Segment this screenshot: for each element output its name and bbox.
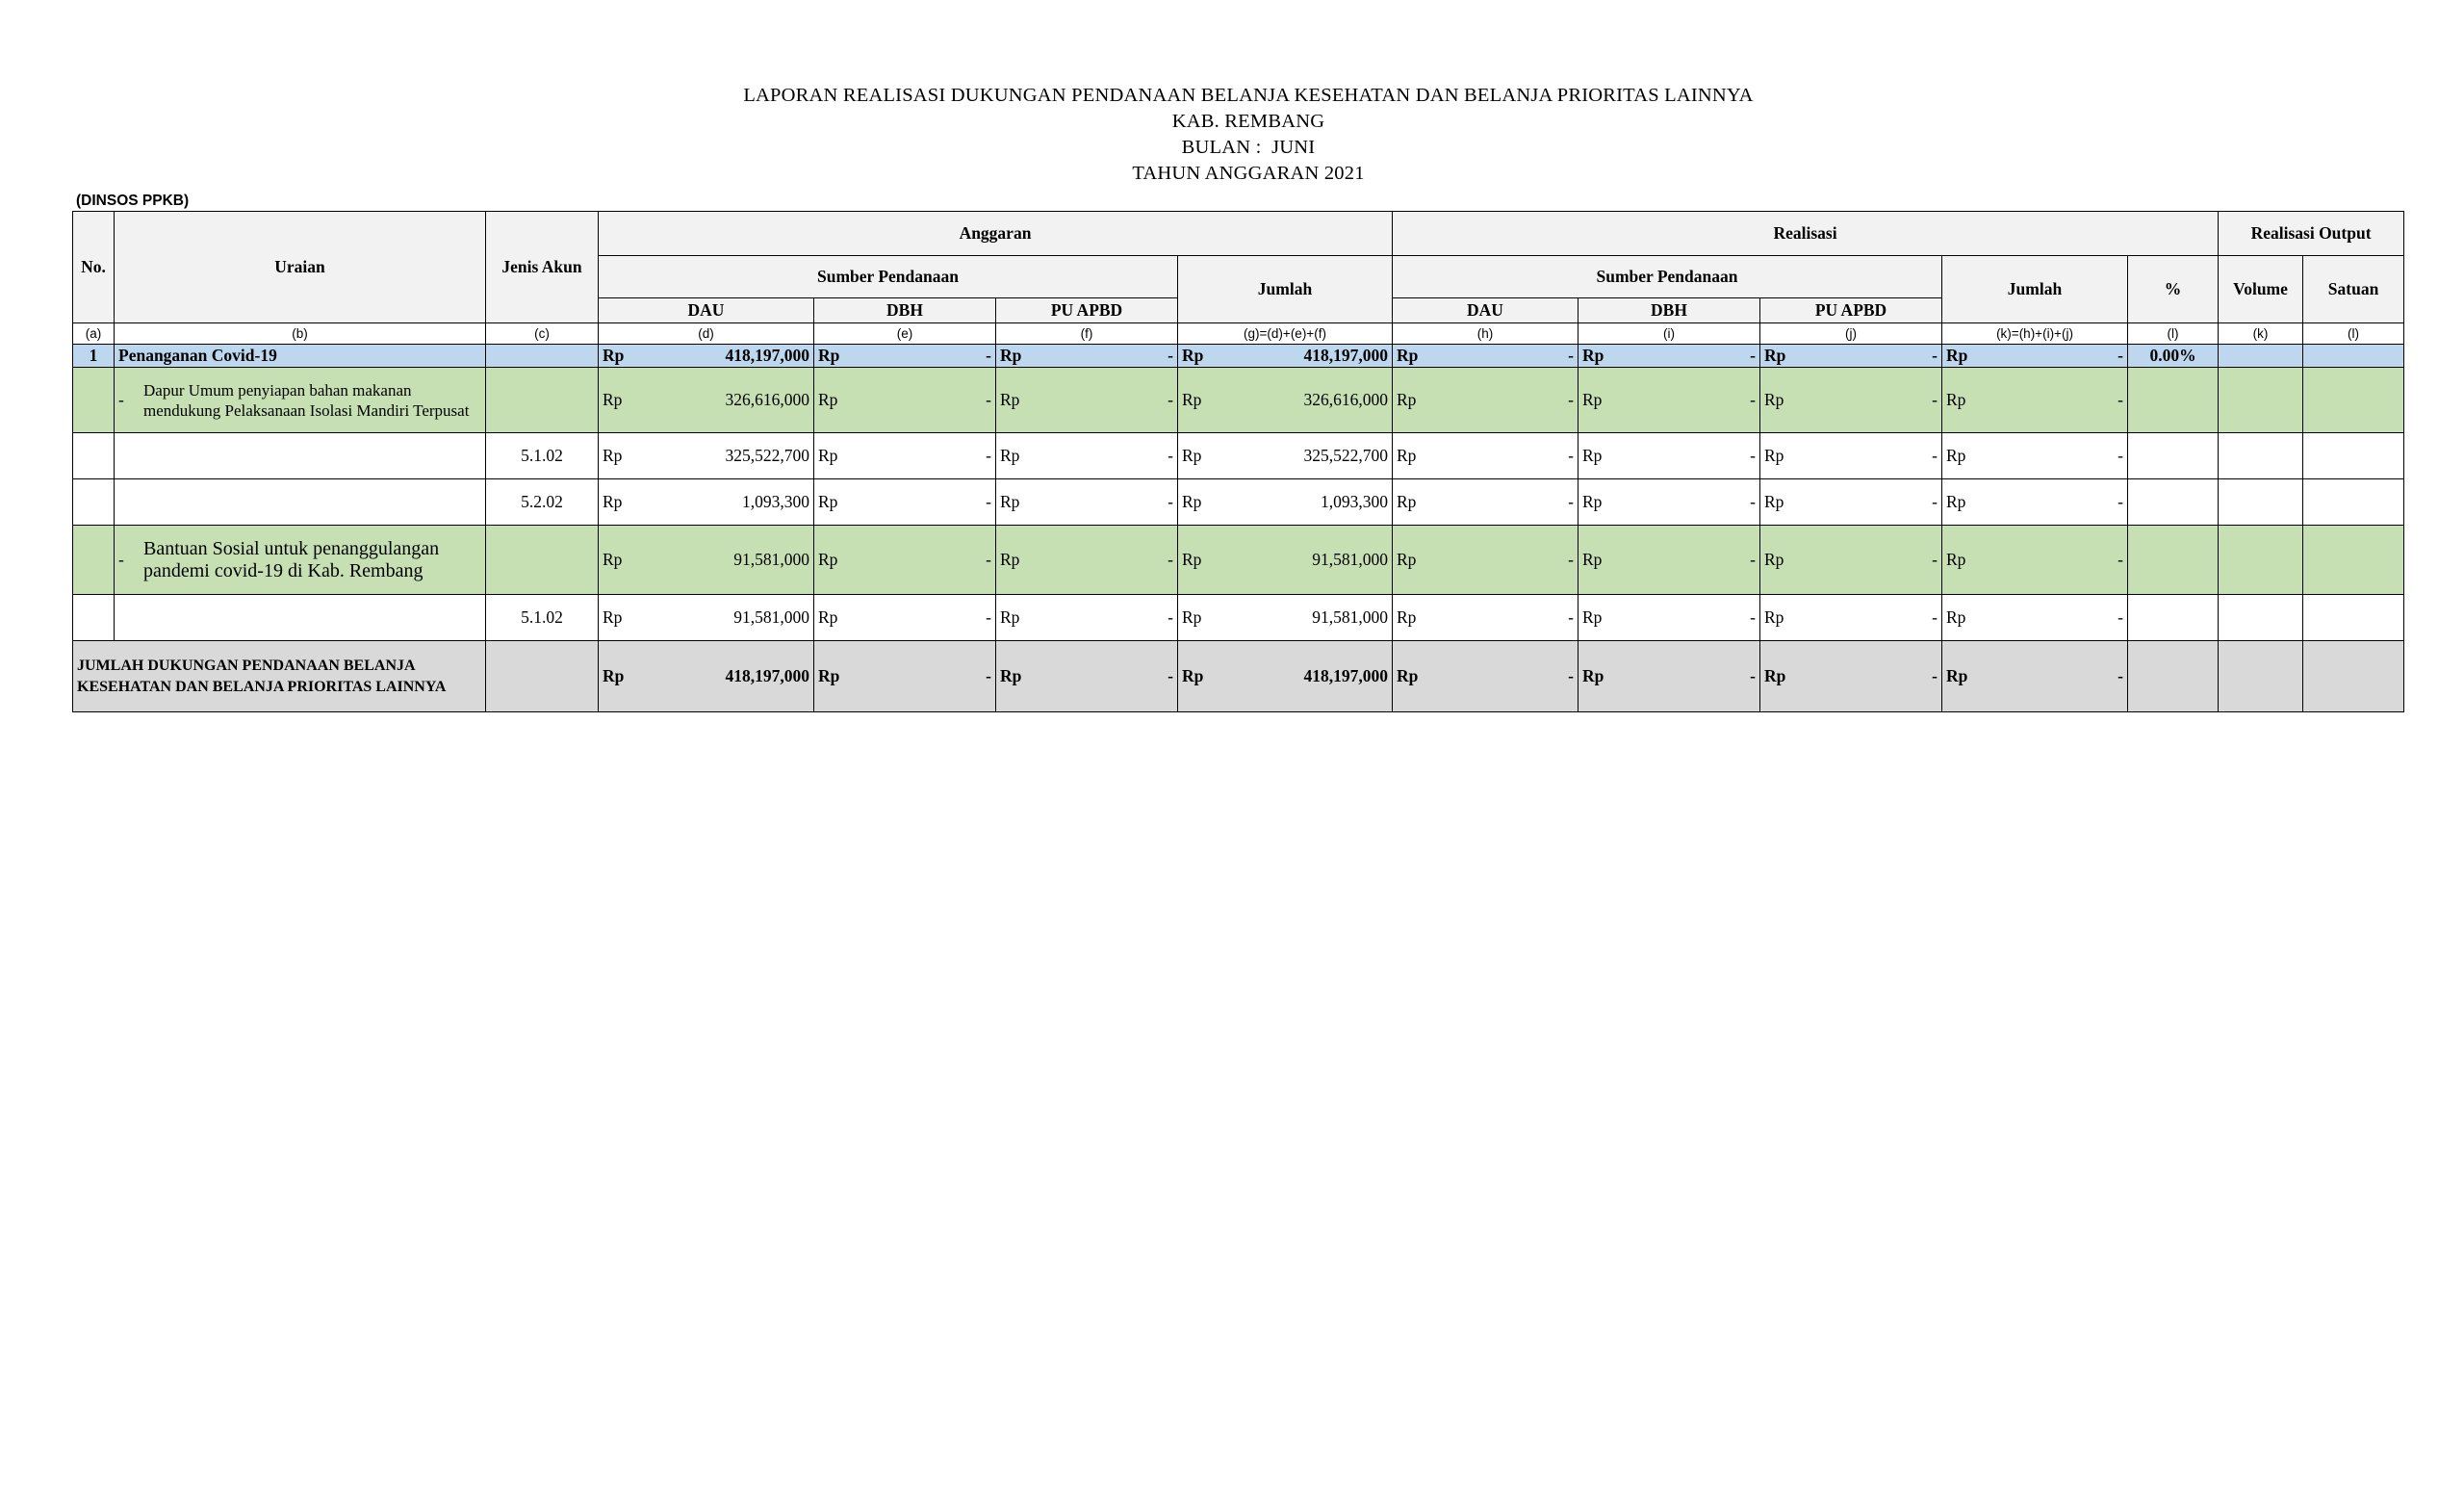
cell-realisasi-dbh: Rp - (1578, 641, 1760, 712)
letter-cell: (k) (2219, 323, 2303, 345)
cell-anggaran-dau: Rp 418,197,000 (599, 345, 814, 368)
header-uraian: Uraian (115, 212, 486, 323)
cell-realisasi-dau: Rp - (1393, 595, 1578, 641)
header-realisasi-pu-apbd: PU APBD (1760, 298, 1942, 323)
table-row (73, 479, 2404, 526)
row-jenis-akun (486, 368, 599, 433)
row-jenis-akun: 5.2.02 (486, 479, 599, 526)
cell-anggaran-jumlah: Rp 418,197,000 (1178, 641, 1393, 712)
cell-realisasi-dbh: Rp - (1578, 433, 1760, 479)
cell-realisasi-pu-apbd: Rp - (1760, 479, 1942, 526)
cell-realisasi-dbh: Rp - (1578, 368, 1760, 433)
letter-cell: (j) (1760, 323, 1942, 345)
header-volume: Volume (2219, 256, 2303, 323)
cell-anggaran-dbh: Rp - (814, 526, 996, 595)
row-jenis-akun: 5.1.02 (486, 595, 599, 641)
letter-cell: (e) (814, 323, 996, 345)
cell-persen (2128, 433, 2219, 479)
header-no: No. (73, 212, 115, 323)
table-row (73, 345, 2404, 368)
cell-anggaran-dbh: Rp - (814, 345, 996, 368)
header-realisasi-jumlah: Jumlah (1942, 256, 2128, 323)
cell-persen (2128, 368, 2219, 433)
cell-satuan (2303, 595, 2404, 641)
report-table (72, 211, 2404, 712)
cell-anggaran-dbh: Rp - (814, 479, 996, 526)
cell-anggaran-jumlah: Rp 325,522,700 (1178, 433, 1393, 479)
header-realisasi: Realisasi (1393, 212, 2219, 256)
cell-anggaran-dbh: Rp - (814, 641, 996, 712)
cell-volume (2219, 433, 2303, 479)
cell-satuan (2303, 526, 2404, 595)
letter-cell: (f) (996, 323, 1178, 345)
cell-anggaran-pu-apbd: Rp - (996, 479, 1178, 526)
row-no (73, 526, 115, 595)
cell-anggaran-dbh: Rp - (814, 595, 996, 641)
row-jenis-akun (486, 641, 599, 712)
cell-realisasi-jumlah: Rp - (1942, 595, 2128, 641)
cell-realisasi-dbh: Rp - (1578, 595, 1760, 641)
cell-anggaran-pu-apbd: Rp - (996, 368, 1178, 433)
row-uraian (115, 479, 486, 526)
header-persen: % (2128, 256, 2219, 323)
table-row (73, 368, 2404, 433)
column-letters-row (73, 323, 2404, 345)
row-no (73, 433, 115, 479)
header-row-1 (73, 212, 2404, 256)
header-anggaran-jumlah: Jumlah (1178, 256, 1393, 323)
letter-cell: (h) (1393, 323, 1578, 345)
cell-anggaran-pu-apbd: Rp - (996, 433, 1178, 479)
header-anggaran-dau: DAU (599, 298, 814, 323)
letter-cell: (i) (1578, 323, 1760, 345)
table-row (73, 526, 2404, 595)
cell-realisasi-pu-apbd: Rp - (1760, 433, 1942, 479)
cell-volume (2219, 345, 2303, 368)
cell-anggaran-jumlah: Rp 1,093,300 (1178, 479, 1393, 526)
cell-volume (2219, 368, 2303, 433)
row-no (73, 595, 115, 641)
cell-satuan (2303, 345, 2404, 368)
letter-cell: (l) (2128, 323, 2219, 345)
cell-satuan (2303, 433, 2404, 479)
cell-realisasi-pu-apbd: Rp - (1760, 368, 1942, 433)
letter-cell: (d) (599, 323, 814, 345)
row-uraian (115, 595, 486, 641)
row-uraian (115, 433, 486, 479)
cell-anggaran-dau: Rp 418,197,000 (599, 641, 814, 712)
cell-anggaran-jumlah: Rp 418,197,000 (1178, 345, 1393, 368)
cell-anggaran-jumlah: Rp 326,616,000 (1178, 368, 1393, 433)
header-satuan: Satuan (2303, 256, 2404, 323)
header-realisasi-output: Realisasi Output (2219, 212, 2404, 256)
letter-cell: (l) (2303, 323, 2404, 345)
cell-anggaran-pu-apbd: Rp - (996, 595, 1178, 641)
table-row (73, 433, 2404, 479)
letter-cell: (b) (115, 323, 486, 345)
cell-anggaran-dau: Rp 91,581,000 (599, 526, 814, 595)
cell-realisasi-jumlah: Rp - (1942, 641, 2128, 712)
cell-realisasi-jumlah: Rp - (1942, 479, 2128, 526)
cell-realisasi-dau: Rp - (1393, 479, 1578, 526)
cell-volume (2219, 526, 2303, 595)
cell-realisasi-pu-apbd: Rp - (1760, 345, 1942, 368)
cell-realisasi-dau: Rp - (1393, 345, 1578, 368)
cell-volume (2219, 641, 2303, 712)
cell-anggaran-dbh: Rp - (814, 368, 996, 433)
row-no (73, 368, 115, 433)
header-anggaran-pu-apbd: PU APBD (996, 298, 1178, 323)
unit-label: (DINSOS PPKB) (76, 193, 190, 209)
cell-satuan (2303, 368, 2404, 433)
cell-realisasi-dau: Rp - (1393, 368, 1578, 433)
cell-persen (2128, 526, 2219, 595)
cell-realisasi-jumlah: Rp - (1942, 433, 2128, 479)
row-jenis-akun (486, 526, 599, 595)
cell-realisasi-pu-apbd: Rp - (1760, 526, 1942, 595)
cell-anggaran-dau: Rp 1,093,300 (599, 479, 814, 526)
cell-satuan (2303, 641, 2404, 712)
cell-persen (2128, 479, 2219, 526)
row-no: 1 (73, 345, 115, 368)
letter-cell: (g)=(d)+(e)+(f) (1178, 323, 1393, 345)
table-total-row (73, 641, 2404, 712)
title-line-4: TAHUN ANGGARAN 2021 (1132, 163, 1365, 184)
cell-persen (2128, 595, 2219, 641)
cell-satuan (2303, 479, 2404, 526)
letter-cell: (k)=(h)+(i)+(j) (1942, 323, 2128, 345)
cell-anggaran-dau: Rp 325,522,700 (599, 433, 814, 479)
cell-volume (2219, 595, 2303, 641)
row-no (73, 479, 115, 526)
letter-cell: (c) (486, 323, 599, 345)
header-anggaran-sumber: Sumber Pendanaan (599, 256, 1178, 298)
row-uraian: Penanganan Covid-19 (115, 345, 486, 368)
header-realisasi-sumber: Sumber Pendanaan (1393, 256, 1942, 298)
report-title (0, 83, 2464, 187)
cell-realisasi-dbh: Rp - (1578, 479, 1760, 526)
cell-realisasi-jumlah: Rp - (1942, 368, 2128, 433)
cell-volume (2219, 479, 2303, 526)
cell-realisasi-dbh: Rp - (1578, 526, 1760, 595)
cell-realisasi-pu-apbd: Rp - (1760, 641, 1942, 712)
row-uraian: - Bantuan Sosial untuk penanggulangan pandemi covid-19 di Kab. Rembang (115, 526, 486, 595)
header-realisasi-dbh: DBH (1578, 298, 1760, 323)
cell-realisasi-dau: Rp - (1393, 641, 1578, 712)
letter-cell: (a) (73, 323, 115, 345)
cell-anggaran-dbh: Rp - (814, 433, 996, 479)
cell-persen (2128, 641, 2219, 712)
cell-realisasi-dau: Rp - (1393, 433, 1578, 479)
cell-realisasi-jumlah: Rp - (1942, 526, 2128, 595)
cell-realisasi-jumlah: Rp - (1942, 345, 2128, 368)
cell-anggaran-jumlah: Rp 91,581,000 (1178, 526, 1393, 595)
title-line-2: KAB. REMBANG (1171, 111, 1325, 132)
cell-persen: 0.00% (2128, 345, 2219, 368)
title-line-1: LAPORAN REALISASI DUKUNGAN PENDANAAN BELANJA KESEHATAN DAN BELANJA PRIORITAS LAINNYA (743, 85, 1754, 106)
header-jenis-akun: Jenis Akun (486, 212, 599, 323)
table-row (73, 595, 2404, 641)
cell-realisasi-pu-apbd: Rp - (1760, 595, 1942, 641)
cell-anggaran-pu-apbd: Rp - (996, 641, 1178, 712)
row-jenis-akun (486, 345, 599, 368)
cell-realisasi-dau: Rp - (1393, 526, 1578, 595)
row-uraian: - Dapur Umum penyiapan bahan makanan mendukung Pelaksanaan Isolasi Mandiri Terpusat (115, 368, 486, 433)
cell-anggaran-dau: Rp 91,581,000 (599, 595, 814, 641)
row-jenis-akun: 5.1.02 (486, 433, 599, 479)
total-label: JUMLAH DUKUNGAN PENDANAAN BELANJA KESEHATAN DAN BELANJA PRIORITAS LAINNYA (73, 641, 486, 712)
cell-anggaran-dau: Rp 326,616,000 (599, 368, 814, 433)
title-line-3: BULAN : JUNI (1181, 137, 1316, 158)
cell-anggaran-jumlah: Rp 91,581,000 (1178, 595, 1393, 641)
header-anggaran-dbh: DBH (814, 298, 996, 323)
cell-realisasi-dbh: Rp - (1578, 345, 1760, 368)
header-realisasi-dau: DAU (1393, 298, 1578, 323)
cell-anggaran-pu-apbd: Rp - (996, 526, 1178, 595)
cell-anggaran-pu-apbd: Rp - (996, 345, 1178, 368)
header-anggaran: Anggaran (599, 212, 1393, 256)
